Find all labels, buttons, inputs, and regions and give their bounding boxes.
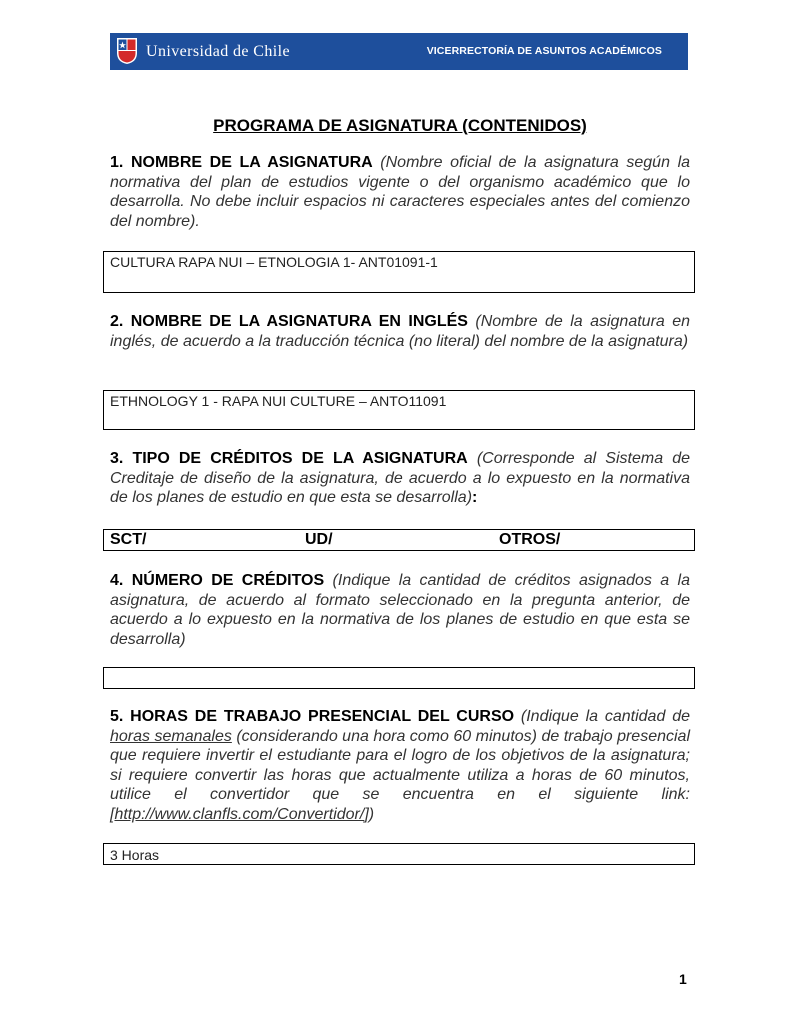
university-crest-icon: [116, 37, 138, 65]
page-number: 1: [679, 971, 687, 987]
section-4-text: [110, 571, 690, 649]
credit-number-field[interactable]: [103, 667, 695, 689]
converter-link[interactable]: http://www.clanfls.com/Convertidor/: [114, 805, 365, 823]
section-1-heading: 1. NOMBRE DE LA ASIGNATURA: [110, 154, 373, 171]
document-title: PROGRAMA DE ASIGNATURA (CONTENIDOS): [213, 116, 587, 135]
section-3-note: (Corresponde al Sistema de Creditaje de diseño de la asignatura, de acuerdo a lo expuesto en la normativa de los planes de estudio en que esta se desarrolla): [110, 450, 690, 506]
section-4-note: (Indique la cantidad de créditos asignados a la asignatura, de acuerdo al formato seleccionado en la pregunta anterior, de acuerdo a lo expuesto en la normativa de los planes de estudio en que esta se desarrolla): [110, 572, 690, 648]
section-1-note: (Nombre oficial de la asignatura según la normativa del plan de estudios vigente o del organismo académico que lo desarrolla. No debe incluir espacios ni caracteres especiales antes del comienzo del nombre).: [110, 154, 691, 230]
section-4-heading: 4. NÚMERO DE CRÉDITOS: [110, 572, 325, 589]
vice-rectorate-label: VICERRECTORÍA DE ASUNTOS ACADÉMICOS: [426, 45, 662, 57]
section-2-heading: 2. NOMBRE DE LA ASIGNATURA EN INGLÉS: [110, 313, 468, 330]
section-5-note-a: (Indique la cantidad de: [520, 708, 690, 725]
university-name: Universidad de Chile: [146, 43, 290, 60]
section-3-colon: :: [472, 489, 478, 506]
section-2-note-open: (: [475, 313, 481, 330]
section-2-text: [110, 312, 690, 351]
weekly-hours-field[interactable]: 3 Horas: [103, 843, 695, 865]
otros-option[interactable]: OTROS/: [499, 531, 561, 548]
section-5-note-c: ]): [364, 805, 375, 823]
course-name-field[interactable]: CULTURA RAPA NUI – ETNOLOGIA 1- ANT01091-1: [103, 251, 695, 293]
section-1-text: [110, 153, 690, 231]
ud-option[interactable]: UD/: [305, 531, 333, 548]
header-banner: [110, 33, 688, 70]
section-5-note-b: (considerando una hora como 60 minutos) de trabajo presencial que requiere invertir el estudiante para el logro de los objetivos de la asignatura; si requiere convertir las horas que actualmente utiliza a horas de 60 minutos, utilice el convertidor que se encuentra en el siguiente link: [: [110, 727, 691, 823]
section-3-text: [110, 449, 690, 508]
course-name-english-field[interactable]: ETHNOLOGY 1 - RAPA NUI CULTURE – ANTO11091: [103, 390, 695, 430]
credit-type-row[interactable]: [103, 529, 695, 551]
section-2-note: Nombre de la asignatura en inglés, de acuerdo a la traducción técnica (no literal) del nombre de la asignatura): [110, 313, 691, 350]
section-3-heading: 3. TIPO DE CRÉDITOS DE LA ASIGNATURA: [110, 450, 468, 467]
sct-option[interactable]: SCT/: [110, 531, 147, 548]
section-5-heading: 5. HORAS DE TRABAJO PRESENCIAL DEL CURSO: [110, 708, 515, 725]
weekly-hours-emphasis: horas semanales: [110, 727, 232, 745]
section-5-text: [110, 707, 690, 824]
